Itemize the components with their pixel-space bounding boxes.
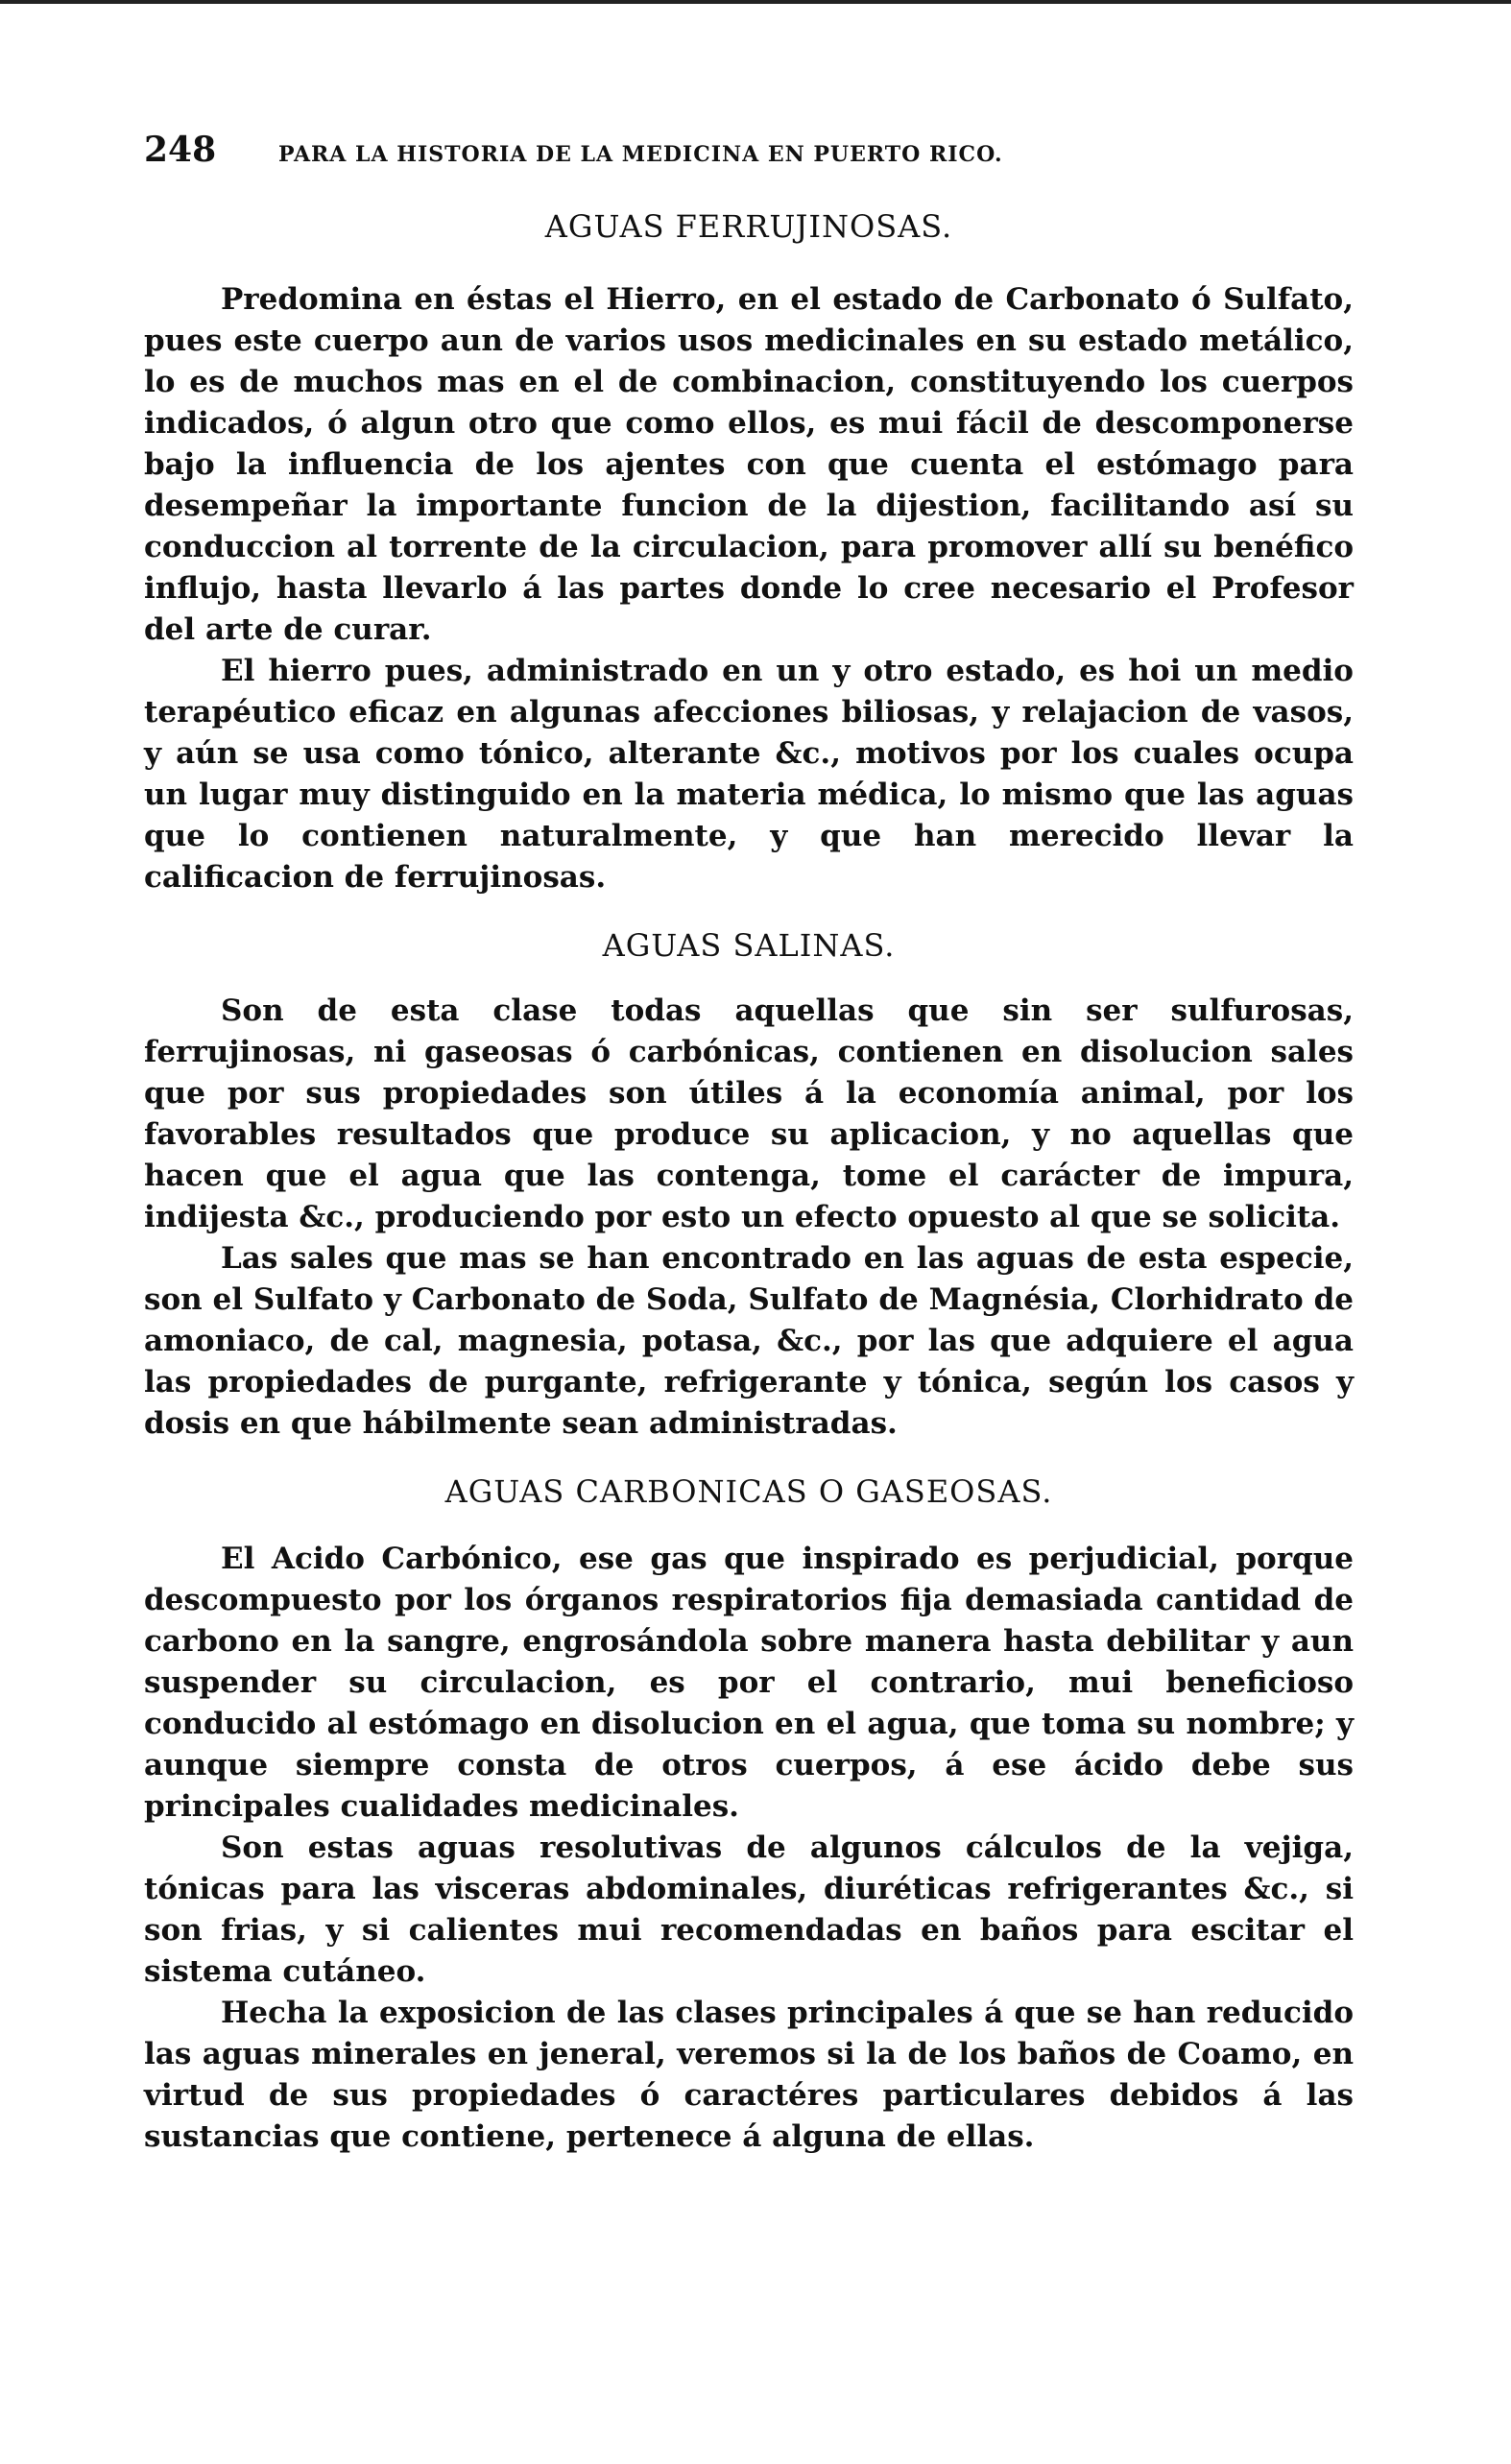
section-heading-ferrujinosas: AGUAS FERRUJINOSAS. bbox=[544, 208, 953, 245]
paragraph-carbonicas-3: Hecha la exposicion de las clases principales á que se han reducido las aguas minerales en jeneral, veremos si la de los baños de Coamo, en virtud de sus propiedades ó caractéres particulares debidos á las sustancias que contiene, pertenece á alguna de ellas. bbox=[144, 1996, 1354, 2154]
section-heading-carbonicas: AGUAS CARBONICAS O GASEOSAS. bbox=[444, 1473, 1053, 1510]
paragraph-carbonicas-1: El Acido Carbónico, ese gas que inspirado es perjudicial, porque descompuesto por los órganos respiratorios fija demasiada cantidad de carbono en la sangre, engrosándola sobre manera hasta debilitar y aun suspender su circulacion, es por el contrario, mui beneficioso conducido al estómago en disolucion en el agua, que toma su nombre; y aunque siempre consta de otros cuerpos, á ese ácido debe sus principales cualidades medicinales. bbox=[144, 1542, 1354, 1824]
top-border-line bbox=[0, 0, 1511, 4]
running-title: PARA LA HISTORIA DE LA MEDICINA EN PUERTO RICO. bbox=[278, 142, 1003, 167]
paragraph-salinas-2: Las sales que mas se han encontrado en las aguas de esta especie, son el Sulfato y Carbonato de Soda, Sulfato de Magnésia, Clorhidrato de amoniaco, de cal, magnesia, potasa, &c., por las que adquiere el agua las propiedades de purgante, refrigerante y tónica, según los casos y dosis en que hábilmente sean administradas. bbox=[144, 1241, 1354, 1441]
paragraph-ferrujinosas-1: Predomina en éstas el Hierro, en el estado de Carbonato ó Sulfato, pues este cuerpo aun de varios usos medicinales en su estado metálico, lo es de muchos mas en el de combinacion, constituyendo los cuerpos indicados, ó algun otro que como ellos, es mui fácil de descomponerse bajo la influencia de los ajentes con que cuenta el estómago para desempeñar la importante funcion de la dijestion, facilitando así su conduccion al torrente de la circulacion, para promover allí su benéfico influjo, hasta llevarlo á las partes donde lo cree necesario el Profesor del arte de curar. bbox=[144, 282, 1354, 647]
book-page bbox=[144, 130, 1354, 2158]
section-heading-salinas: AGUAS SALINAS. bbox=[602, 927, 896, 964]
page-number: 248 bbox=[144, 130, 217, 170]
running-header bbox=[144, 130, 1354, 187]
paragraph-carbonicas-2: Son estas aguas resolutivas de algunos cálculos de la vejiga, tónicas para las visceras abdominales, diuréticas refrigerantes &c., si son frias, y si calientes mui recomendadas en baños para escitar el sistema cutáneo. bbox=[144, 1830, 1354, 1989]
paragraph-salinas-1: Son de esta clase todas aquellas que sin ser sulfurosas, ferrujinosas, ni gaseosas ó carbónicas, contienen en disolucion sales que por sus propiedades son útiles á la economía animal, por los favorables resultados que produce su aplicacion, y no aquellas que hacen que el agua que las contenga, tome el carácter de impura, indijesta &c., produciendo por esto un efecto opuesto al que se solicita. bbox=[144, 993, 1354, 1234]
paragraph-ferrujinosas-2: El hierro pues, administrado en un y otro estado, es hoi un medio terapéutico eficaz en algunas afecciones biliosas, y relajacion de vasos, y aún se usa como tónico, alterante &c., motivos por los cuales ocupa un lugar muy distinguido en la materia médica, lo mismo que las aguas que lo contienen naturalmente, y que han merecido llevar la calificacion de ferrujinosas. bbox=[144, 654, 1354, 895]
